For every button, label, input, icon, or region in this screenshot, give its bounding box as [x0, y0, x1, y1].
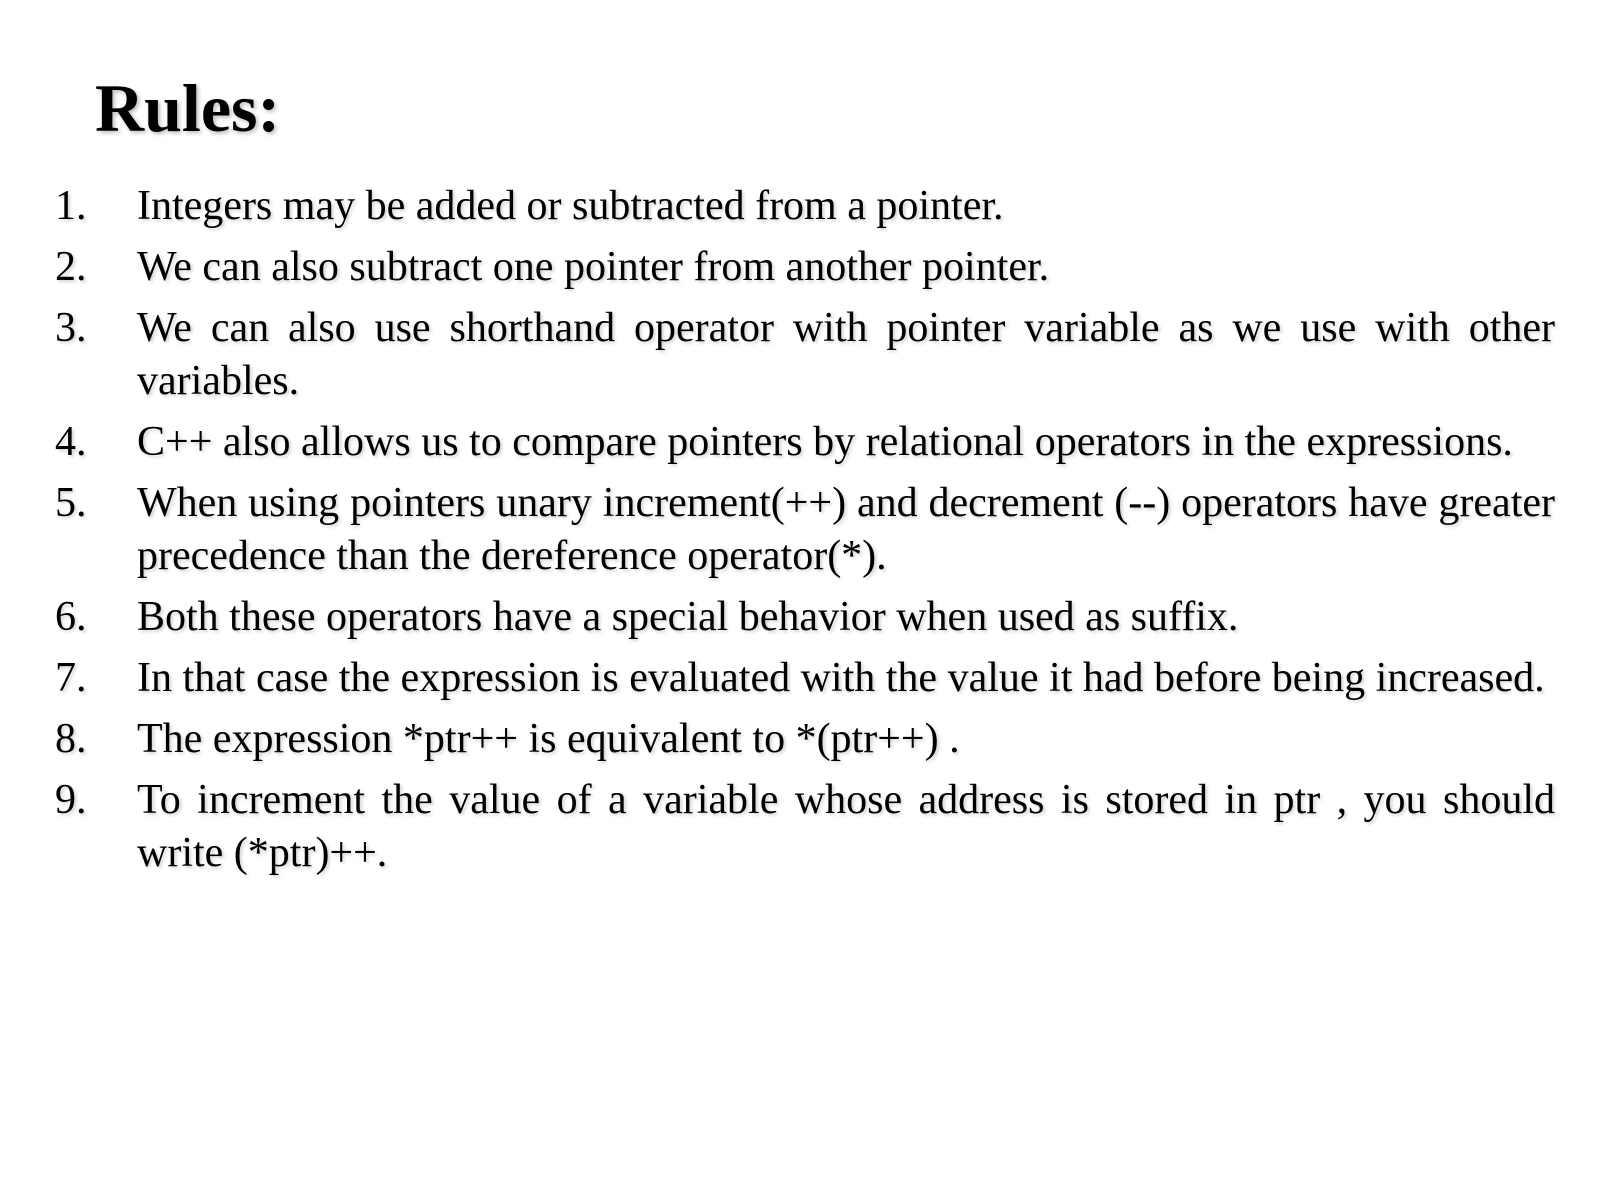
rule-text: In that case the expression is evaluated with the value it had before being increased.: [137, 655, 1545, 701]
rule-text: When using pointers unary increment(++) and decrement (--) operators have greater precedence than the dereference operator(*).: [137, 480, 1555, 579]
rule-number: 1.: [55, 183, 87, 229]
rule-item-5: [55, 477, 1555, 583]
rule-number: 4.: [55, 419, 87, 465]
rule-item-8: [55, 713, 1555, 766]
rule-text: We can also use shorthand operator with pointer variable as we use with other variables.: [137, 305, 1555, 404]
rule-number: 3.: [55, 305, 87, 351]
rule-item-6: [55, 591, 1555, 644]
rule-text: We can also subtract one pointer from another pointer.: [137, 244, 1050, 290]
rules-list: [55, 180, 1555, 888]
rule-text: Both these operators have a special behavior when used as suffix.: [137, 594, 1239, 640]
rule-number: 9.: [55, 777, 87, 823]
rule-number: 5.: [55, 480, 87, 526]
slide-title: Rules:: [95, 70, 281, 146]
rule-number: 6.: [55, 594, 87, 640]
rule-item-9: [55, 774, 1555, 880]
rule-item-7: [55, 652, 1555, 705]
rule-text: To increment the value of a variable whose address is stored in ptr , you should write (*ptr)++.: [137, 777, 1555, 876]
rule-item-1: [55, 180, 1555, 233]
rule-item-3: [55, 302, 1555, 408]
rule-item-4: [55, 416, 1555, 469]
rule-number: 8.: [55, 716, 87, 762]
rule-text: Integers may be added or subtracted from a pointer.: [137, 183, 1004, 229]
rule-number: 7.: [55, 655, 87, 701]
rule-number: 2.: [55, 244, 87, 290]
rule-item-2: [55, 241, 1555, 294]
rule-text: C++ also allows us to compare pointers by relational operators in the expressions.: [137, 419, 1513, 465]
rule-text: The expression *ptr++ is equivalent to *(ptr++) .: [137, 716, 960, 762]
